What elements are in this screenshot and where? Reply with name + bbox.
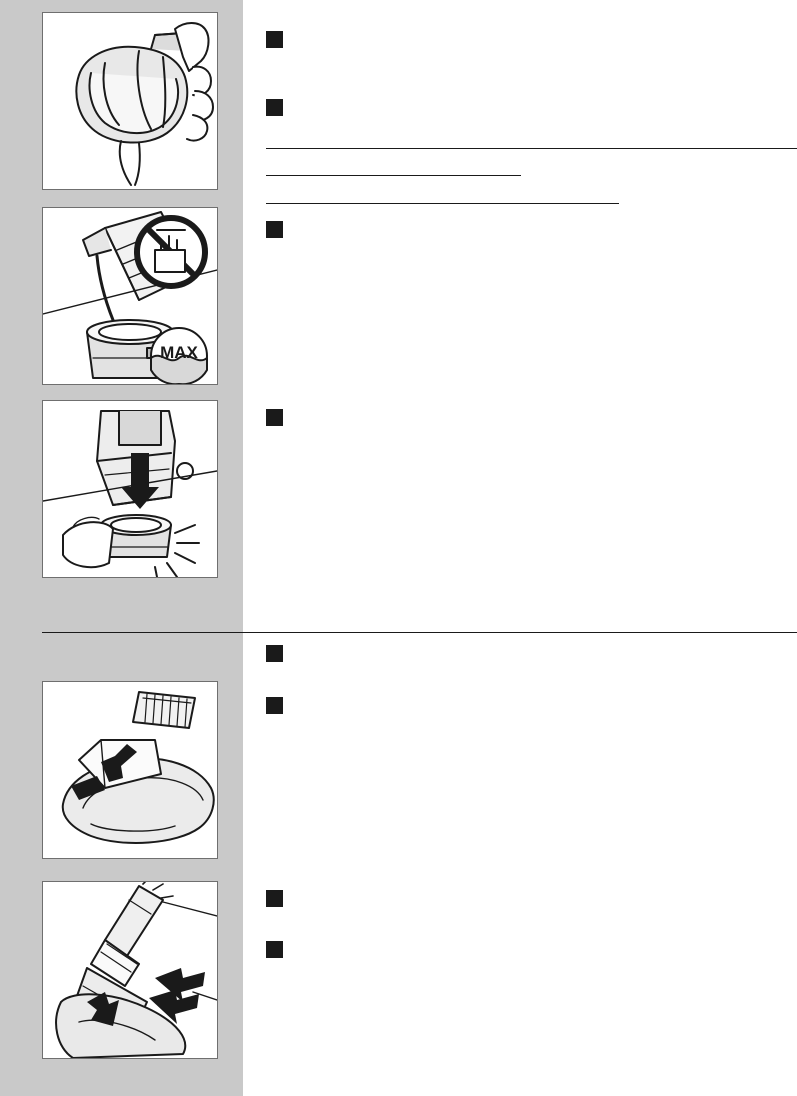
illustration-4-pointer xyxy=(219,695,232,717)
illustration-attaching-appliance-to-reservoir xyxy=(42,400,218,578)
bullet-1 xyxy=(266,31,283,48)
bullet-4 xyxy=(266,409,283,426)
bullet-8 xyxy=(266,941,283,958)
illustration-2-pointer xyxy=(219,222,232,244)
text-rule-2 xyxy=(266,175,521,176)
bullet-3 xyxy=(266,221,283,238)
bullet-6 xyxy=(266,697,283,714)
text-rule-3 xyxy=(266,203,619,204)
illustration-1-pointer xyxy=(219,28,232,50)
bullet-5 xyxy=(266,645,283,662)
illustration-opening-trimmer-head xyxy=(42,681,218,859)
text-rule-1 xyxy=(266,148,797,149)
illustration-3-pointer xyxy=(219,414,232,436)
bullet-2 xyxy=(266,99,283,116)
section-separator xyxy=(42,632,797,633)
illustration-filling-reservoir xyxy=(42,207,218,385)
illustration-cleaning-trimmer-with-brush xyxy=(42,881,218,1059)
svg-text:MAX: MAX xyxy=(160,343,198,362)
illustration-5-pointer xyxy=(219,895,232,917)
bullet-7 xyxy=(266,890,283,907)
illustration-hand-emptying-water-bag xyxy=(42,12,218,190)
